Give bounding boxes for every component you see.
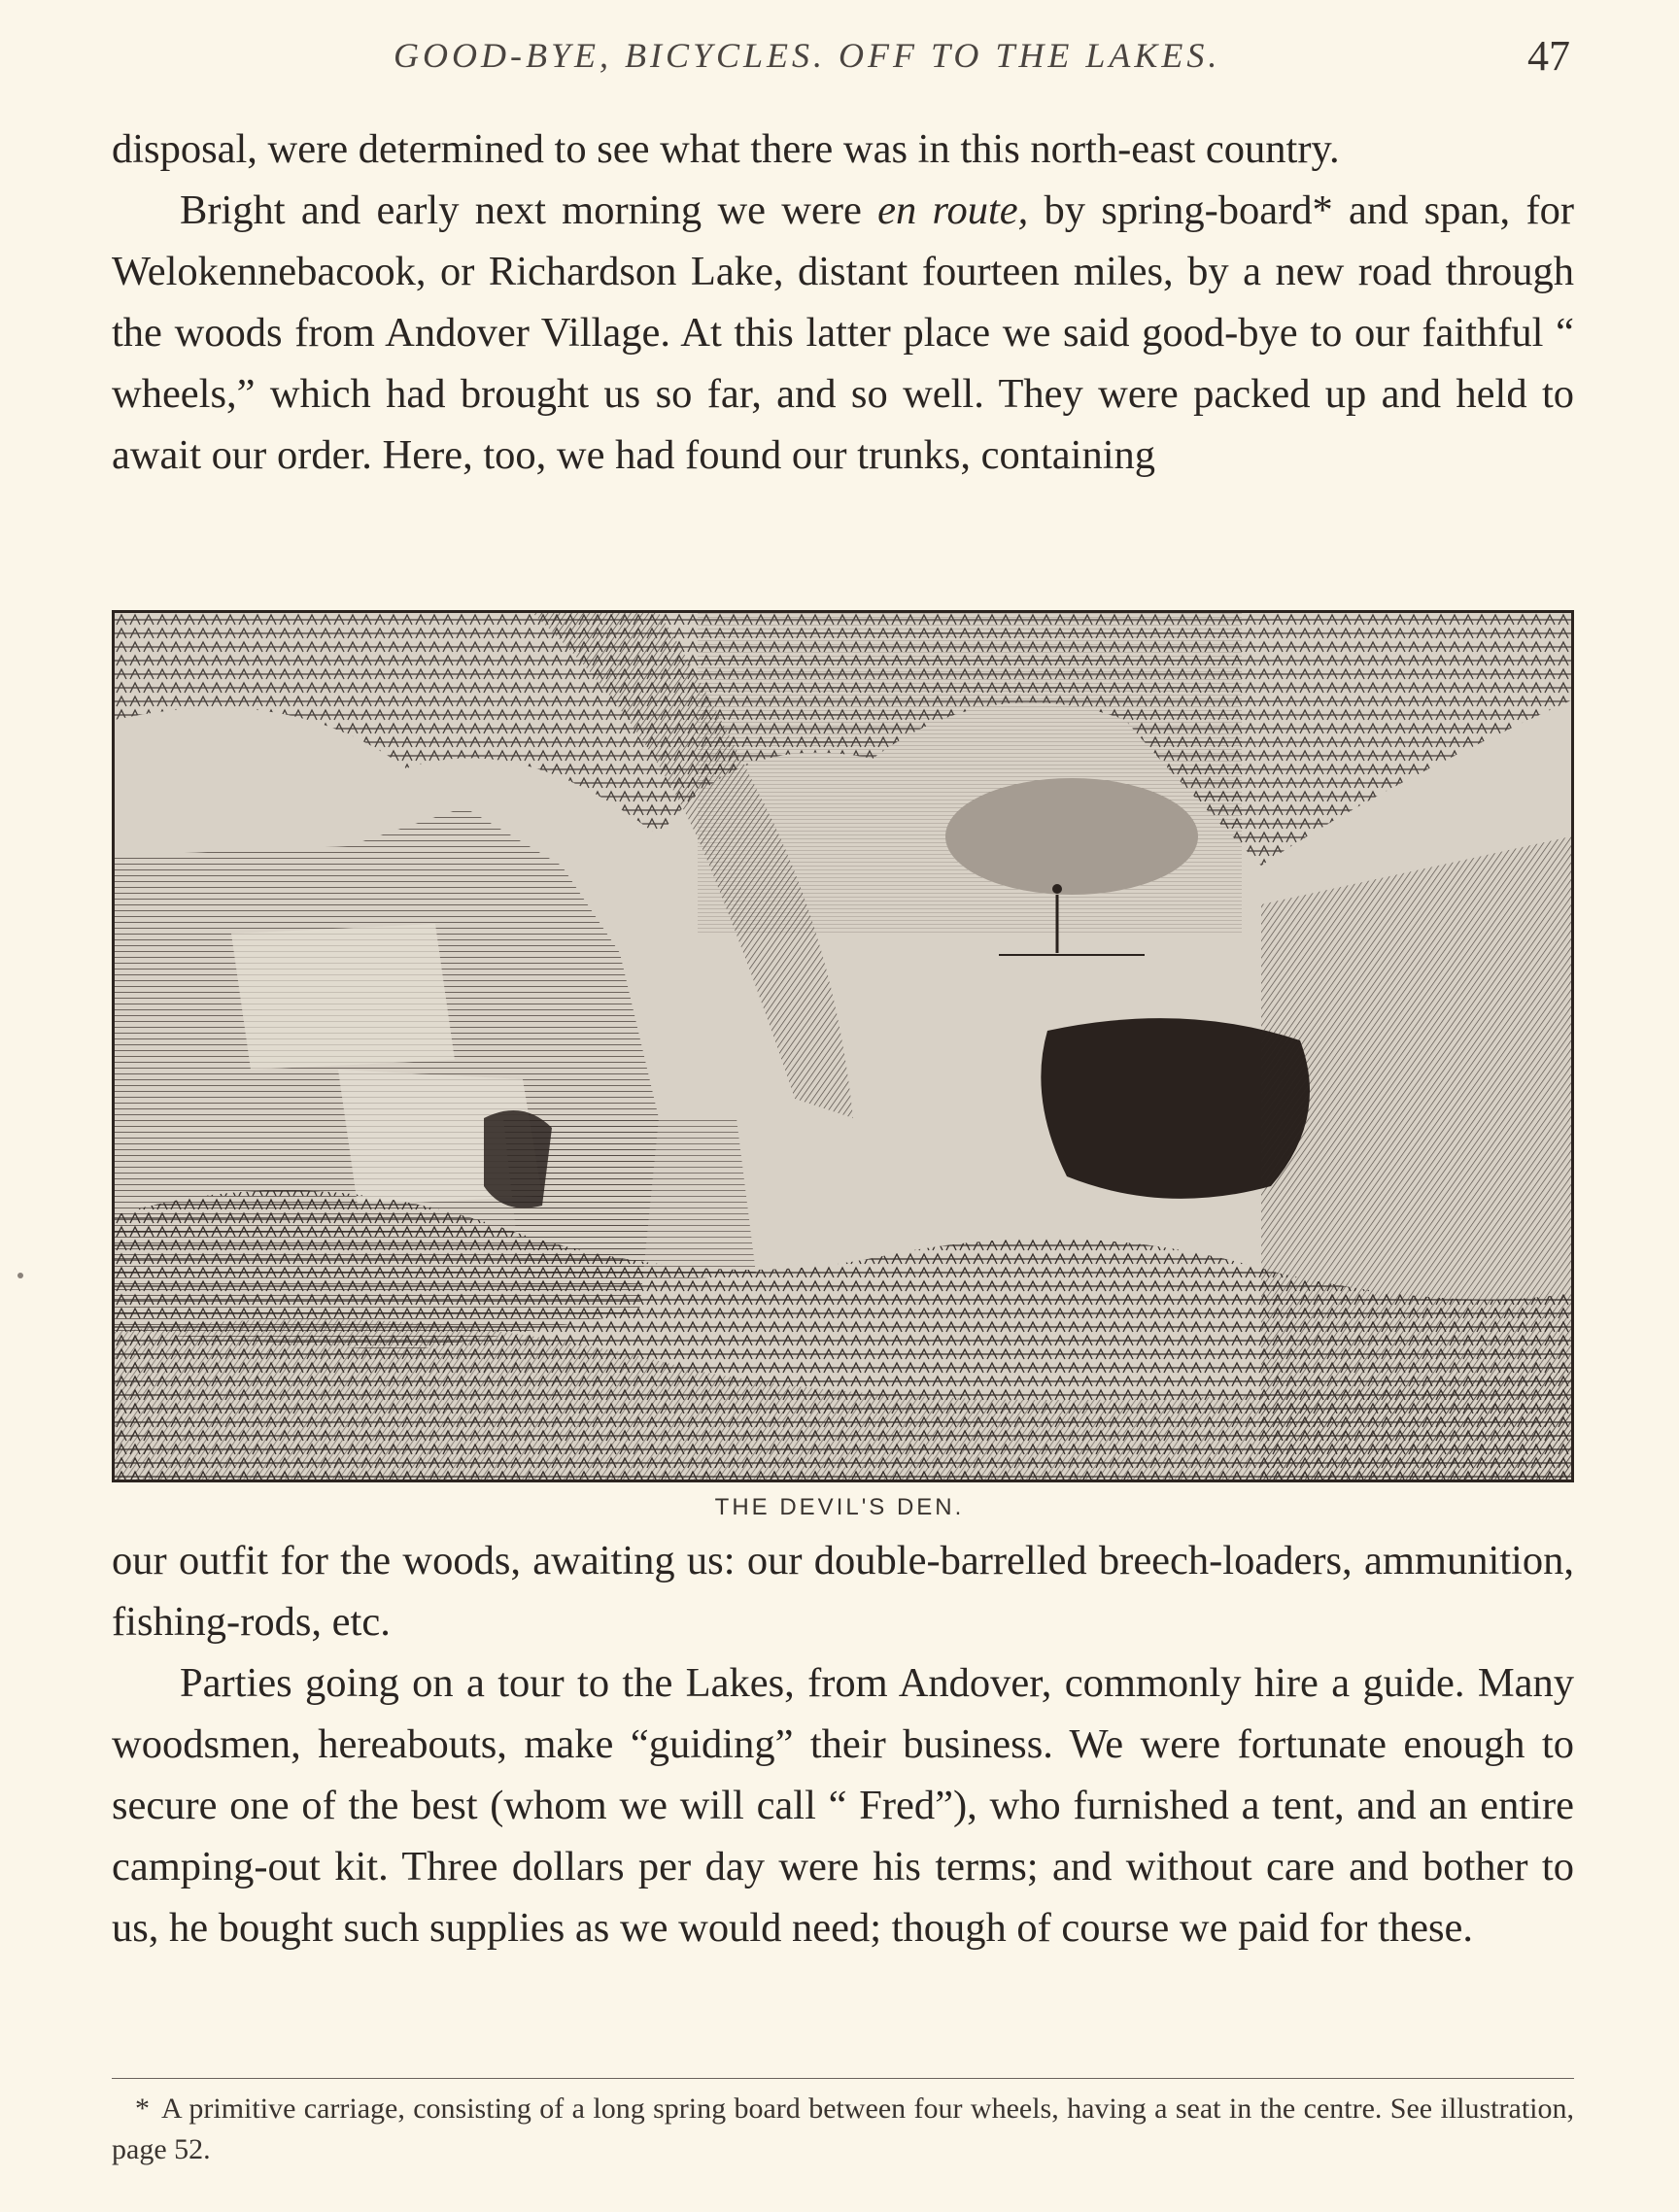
footnote [112,2089,1574,2170]
footnote-mark: * [135,2093,150,2125]
text-block-top [112,119,1574,486]
footnote-text: A primitive carriage, consisting of a long spring board between four wheels, having a seat in the centre. See illustration, page 52. [112,2093,1574,2165]
italic-phrase: en route, [877,187,1029,233]
figure-caption: THE DEVIL'S DEN. [714,1494,965,1520]
paragraph: disposal, were determined to see what there was in this north-east country. [112,126,1340,172]
paragraph-text: Bright and early next morning we were [180,187,878,233]
paragraph: Parties going on a tour to the Lakes, from Andover, commonly hire a guide. Many woodsmen, hereabouts, make “guiding” their business. We were fortunate enough to secure one of the best (whom we will call “ Fred”), who furnished a tent, and an entire camping-out kit. Three dollars per day were his terms; and without care and bother to us, he bought such supplies as we would need; though of course we paid for these. [112,1660,1574,1951]
page-number: 47 [1527,32,1570,80]
text-block-bottom [112,1530,1574,1958]
engraving-image [115,613,1571,1480]
running-head: GOOD-BYE, BICYCLES. OFF TO THE LAKES. [394,36,1221,75]
margin-speck [17,1273,23,1278]
paragraph-text: by spring-board* and span, for Welokennebacook, or Richardson Lake, distant fourteen miles, by a new road through the woods from Andover Village. At this latter place we said good-bye to our faithful “ wheels,” which had brought us so far, and so well. They were packed up and held to await our order. Here, too, we had found our trunks, containing [112,187,1574,478]
paragraph: our outfit for the woods, awaiting us: our double-barrelled breech-loaders, ammunition, fishing-rods, etc. [112,1538,1574,1645]
page-header [0,21,1679,89]
paragraph [112,180,1574,486]
footnote-rule [112,2078,1574,2079]
engraving-illustration [112,610,1574,1482]
